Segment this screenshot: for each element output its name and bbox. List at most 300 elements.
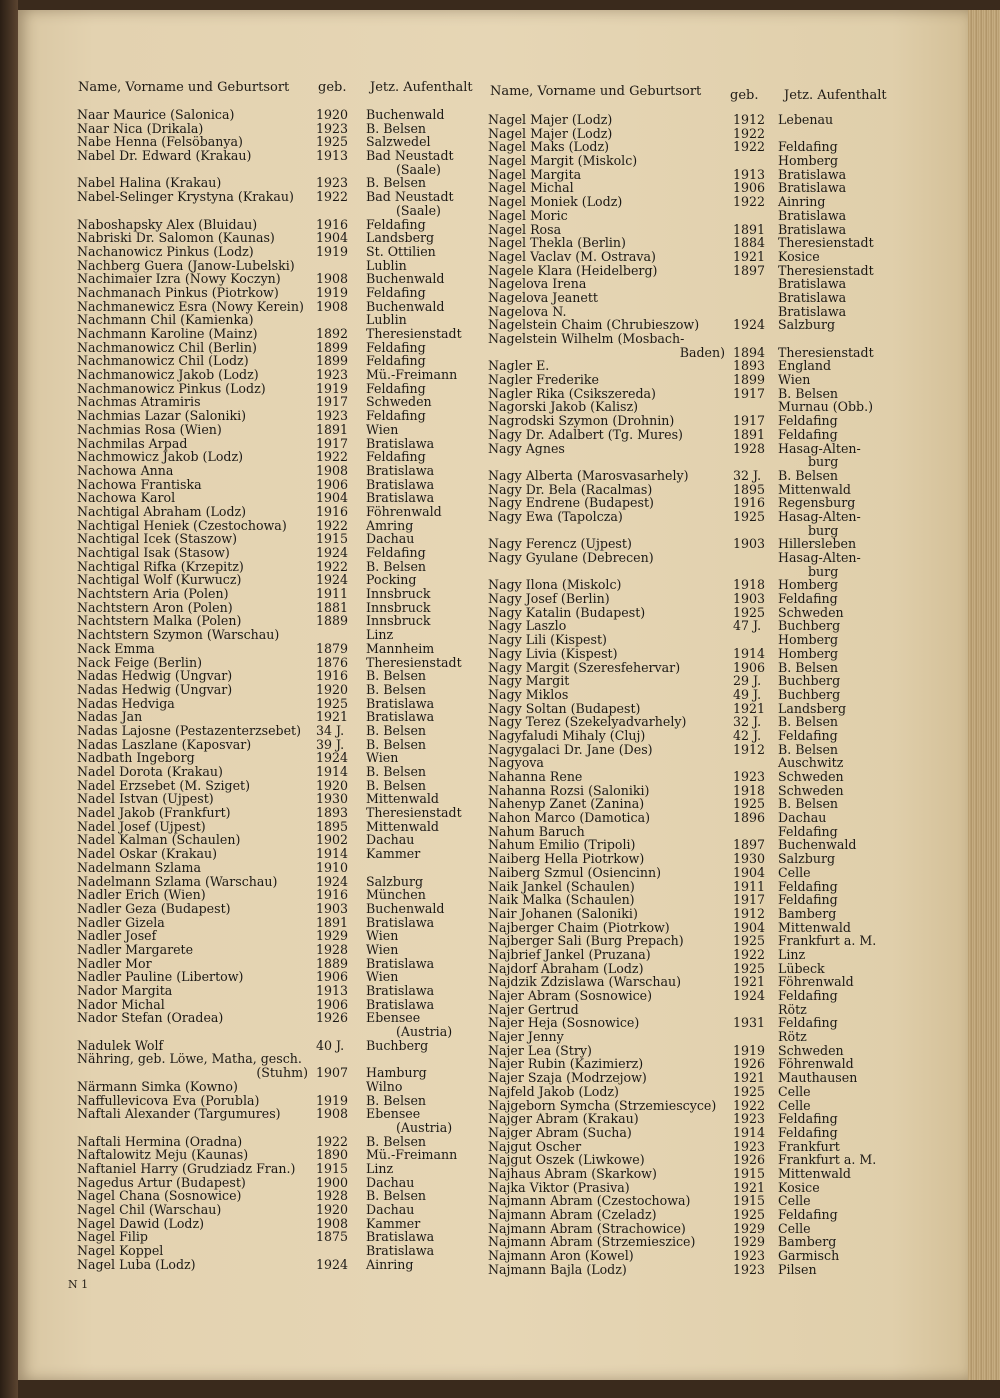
- list-item: [488, 606, 908, 620]
- person-name: Najmann Bajla (Lodz): [488, 1261, 627, 1277]
- current-residence: (Saale): [396, 161, 441, 177]
- birth-year: 1912: [733, 741, 766, 757]
- current-residence: Rötz: [778, 1001, 807, 1017]
- list-item: [77, 902, 487, 916]
- birth-year: 1910: [316, 859, 349, 875]
- list-item: [488, 236, 908, 250]
- birth-year: 47 J.: [733, 618, 762, 634]
- current-residence: Kosice: [778, 1179, 820, 1195]
- list-item: [488, 400, 908, 414]
- current-residence: Feldafing: [778, 727, 838, 743]
- current-residence: Feldafing: [778, 1015, 838, 1031]
- current-residence: Ebensee: [366, 1106, 421, 1122]
- list-item: [77, 779, 487, 793]
- current-residence: Feldafing: [778, 139, 838, 155]
- list-item: [488, 1044, 908, 1058]
- birth-year: 1922: [316, 558, 349, 574]
- person-name: Nachmanewicz Esra (Nowy Kerein): [77, 298, 304, 314]
- list-item: [488, 825, 908, 839]
- person-name: Nagel Dawid (Lodz): [77, 1215, 205, 1231]
- current-residence: Schweden: [778, 1042, 844, 1058]
- person-name: Nagy Josef (Berlin): [488, 591, 610, 607]
- current-residence: Föhrenwald: [778, 974, 854, 990]
- birth-year: 1917: [733, 385, 766, 401]
- list-item: [488, 797, 908, 811]
- current-residence: Theresienstadt: [778, 344, 874, 360]
- person-name: Nagy Margit (Szeresfehervar): [488, 659, 681, 675]
- current-residence: Föhrenwald: [366, 503, 442, 519]
- list-item: [77, 313, 487, 327]
- birth-year: 1919: [316, 284, 349, 300]
- birth-year: 32 J.: [733, 714, 762, 730]
- current-residence: burg: [808, 563, 839, 579]
- list-item: [77, 1135, 487, 1149]
- current-residence: Mittenwald: [778, 1165, 851, 1181]
- list-item: [488, 811, 908, 825]
- birth-year: 1914: [316, 764, 349, 779]
- birth-year: 1925: [733, 1207, 766, 1222]
- birth-year: 1922: [733, 125, 766, 141]
- birth-year: 1916: [733, 495, 766, 511]
- list-item: [488, 1016, 908, 1030]
- list-item: [77, 259, 487, 273]
- person-name: Nachtigal Abraham (Lodz): [77, 503, 247, 519]
- birth-year: 1923: [733, 1138, 766, 1154]
- person-name: Nagy Agnes: [488, 440, 565, 456]
- person-name: Nadulek Wolf: [77, 1037, 164, 1053]
- current-residence: Bratislawa: [366, 1243, 435, 1259]
- birth-year: 1922: [733, 1097, 766, 1113]
- birth-year: 1923: [733, 1111, 766, 1127]
- current-residence: Celle: [778, 1220, 811, 1236]
- birth-year: 1915: [316, 531, 349, 547]
- list-item: [77, 1094, 487, 1108]
- list-item: [77, 888, 487, 902]
- person-name: Nachowa Anna: [77, 462, 174, 478]
- birth-year: 1930: [316, 791, 349, 807]
- list-item: [488, 1126, 908, 1140]
- person-name: Nadel Kalman (Schaulen): [77, 832, 241, 848]
- birth-year: 1893: [733, 358, 766, 374]
- current-residence: Homberg: [778, 577, 839, 593]
- birth-year: 1913: [316, 983, 349, 998]
- current-residence: B. Belsen: [778, 385, 839, 401]
- person-name: Nadel Dorota (Krakau): [77, 764, 223, 779]
- current-residence: B. Belsen: [366, 1188, 427, 1204]
- list-item: [488, 442, 908, 456]
- person-name: Nachmowicz Jakob (Lodz): [77, 449, 244, 465]
- current-residence: Buchenwald: [366, 107, 445, 122]
- person-name: Nachmias Rosa (Wien): [77, 421, 222, 437]
- current-residence: Auschwitz: [778, 755, 844, 771]
- current-residence: Celle: [778, 1083, 811, 1099]
- current-residence: Schweden: [778, 604, 844, 620]
- list-item: [77, 1230, 487, 1244]
- person-name: Nagler E.: [488, 358, 550, 374]
- person-name: Nadler Mor: [77, 955, 152, 971]
- current-residence: (Saale): [396, 202, 441, 218]
- list-item: [488, 729, 908, 743]
- birth-year: 1919: [316, 243, 349, 259]
- current-residence: Theresienstadt: [778, 262, 874, 278]
- birth-year: 1923: [733, 769, 766, 784]
- list-item: [77, 1011, 487, 1025]
- current-residence: Mittenwald: [778, 919, 851, 935]
- birth-year: 1875: [316, 1229, 349, 1245]
- birth-year: 42 J.: [733, 727, 762, 743]
- birth-year: 1919: [316, 1092, 349, 1108]
- person-name: Nagler Frederike: [488, 372, 599, 388]
- birth-year: 1923: [316, 408, 349, 424]
- birth-year: 1915: [733, 1193, 766, 1209]
- birth-year: 1911: [733, 878, 766, 894]
- current-residence: Innsbruck: [366, 613, 431, 629]
- person-name: Naftali Hermina (Oradna): [77, 1133, 243, 1149]
- list-item: [488, 1222, 908, 1236]
- birth-year: 1892: [316, 326, 349, 341]
- list-item: [488, 661, 908, 675]
- person-name: Nagy Ewa (Tapolcza): [488, 508, 623, 524]
- current-residence: Feldafing: [366, 284, 426, 300]
- list-item: [488, 907, 908, 921]
- current-residence: Lublin: [366, 257, 407, 273]
- person-name: Najer Szaja (Modrzejow): [488, 1070, 647, 1086]
- birth-year: 1925: [733, 960, 766, 976]
- list-item: [488, 318, 908, 332]
- person-name: Nagel Majer (Lodz): [488, 112, 613, 127]
- list-item: [488, 743, 908, 757]
- person-name: Nadelmann Szlama: [77, 859, 201, 875]
- current-residence: Wien: [366, 928, 399, 944]
- list-item: [488, 469, 908, 483]
- current-residence: Lebenau: [778, 112, 834, 127]
- person-name: Nagy Margit: [488, 673, 570, 689]
- person-name: Nagy Laszlo: [488, 618, 567, 634]
- list-item: [488, 688, 908, 702]
- birth-year: 1906: [733, 180, 766, 196]
- current-residence: Bratislawa: [366, 709, 435, 725]
- list-item: [488, 880, 908, 894]
- list-item: [77, 1080, 487, 1094]
- person-name: Nagelova Jeanett: [488, 289, 598, 305]
- current-residence: Buchenwald: [366, 298, 445, 314]
- birth-year: 1926: [316, 1010, 349, 1026]
- person-name: Najer Abram (Sosnowice): [488, 988, 653, 1003]
- person-name: Nadler Margarete: [77, 941, 194, 957]
- list-item: [77, 738, 487, 752]
- birth-year: 1924: [316, 572, 349, 588]
- birth-year: 1929: [733, 1220, 766, 1236]
- person-name: Nabel Dr. Edward (Krakau): [77, 148, 252, 164]
- list-item: [488, 948, 908, 962]
- list-item: [488, 483, 908, 497]
- person-name: Naiberg Szmul (Osiencinn): [488, 864, 662, 880]
- person-name: Nack Emma: [77, 640, 155, 656]
- birth-year: 1918: [733, 782, 766, 798]
- current-residence: Linz: [366, 1160, 394, 1176]
- person-name: Najberger Sali (Burg Prepach): [488, 933, 684, 949]
- person-name: Naftalowitz Meju (Kaunas): [77, 1147, 249, 1163]
- current-residence: Feldafing: [366, 339, 426, 355]
- person-name: Nähring, geb. Löwe, Matha, gesch.: [77, 1051, 302, 1067]
- person-name: Najer Gertrud: [488, 1001, 579, 1017]
- list-item: [77, 450, 487, 464]
- current-residence: Feldafing: [366, 545, 426, 560]
- person-name: Nagel Margit (Miskolc): [488, 153, 638, 169]
- person-name: Nadas Hedviga: [77, 695, 175, 711]
- person-name: Nabel-Selinger Krystyna (Krakau): [77, 189, 294, 205]
- current-residence: Feldafing: [778, 1111, 838, 1127]
- current-residence: Homberg: [778, 645, 839, 661]
- person-name: Nador Michal: [77, 996, 165, 1012]
- person-name: Nagy Miklos: [488, 686, 569, 702]
- current-residence: B. Belsen: [366, 1133, 427, 1149]
- person-name: Najger Abram (Sucha): [488, 1124, 632, 1140]
- birth-year: 1916: [316, 216, 349, 232]
- birth-year: 1926: [733, 1056, 766, 1072]
- current-residence: Lublin: [366, 312, 407, 328]
- person-name: Nachowa Frantiska: [77, 476, 202, 492]
- list-item: [77, 861, 487, 875]
- birth-year: 1921: [733, 974, 766, 990]
- list-item: [488, 1263, 908, 1277]
- current-residence: Theresienstadt: [366, 326, 462, 341]
- list-item: [77, 642, 487, 656]
- current-residence: Celle: [778, 1097, 811, 1113]
- current-residence: Bratislawa: [366, 1229, 435, 1245]
- current-residence: Pocking: [366, 572, 417, 588]
- current-residence: B. Belsen: [778, 659, 839, 675]
- person-name: Nachmanowicz Jakob (Lodz): [77, 367, 259, 383]
- birth-year: 1881: [316, 599, 349, 615]
- current-residence: Wien: [366, 750, 399, 766]
- birth-year: 1923: [733, 1248, 766, 1264]
- person-name: Nachmann Karoline (Mainz): [77, 326, 258, 341]
- birth-year: 1923: [733, 1261, 766, 1277]
- current-residence: Wien: [366, 421, 399, 437]
- birth-year: 1912: [733, 905, 766, 921]
- current-residence: Kammer: [366, 1215, 421, 1231]
- birth-year: 1920: [316, 1202, 349, 1217]
- current-residence: Bratislawa: [366, 435, 435, 451]
- current-residence: Frankfurt a. M.: [778, 1152, 877, 1168]
- list-item: [77, 875, 487, 889]
- person-name: Nagel Chana (Sosnowice): [77, 1188, 242, 1204]
- current-residence: England: [778, 358, 832, 374]
- current-residence: B. Belsen: [366, 668, 427, 684]
- current-residence: Schweden: [778, 769, 844, 784]
- person-name: Nachmanowicz Chil (Lodz): [77, 353, 249, 369]
- birth-year: 1925: [733, 604, 766, 620]
- list-item: [488, 1112, 908, 1126]
- person-name: Nachtigal Icek (Staszow): [77, 531, 237, 547]
- current-residence: Regensburg: [778, 495, 856, 511]
- list-item: [488, 770, 908, 784]
- list-item: [488, 428, 908, 442]
- list-item: [488, 154, 908, 168]
- list-item: [77, 792, 487, 806]
- person-name: Najer Rubin (Kazimierz): [488, 1056, 644, 1072]
- current-residence: B. Belsen: [366, 558, 427, 574]
- birth-year: 1924: [316, 545, 349, 560]
- person-name: Nachtigal Isak (Stasow): [77, 545, 230, 560]
- birth-year: 1911: [316, 586, 349, 602]
- person-name: Nagy Dr. Bela (Racalmas): [488, 481, 653, 497]
- list-item: [77, 929, 487, 943]
- list-item: [488, 223, 908, 237]
- person-name: Najgeborn Symcha (Strzemiescyce): [488, 1097, 717, 1113]
- list-item: [77, 122, 487, 136]
- person-name: Nagy Lili (Kispest): [488, 632, 607, 648]
- list-item: [77, 135, 487, 149]
- person-name: Nagy Ferencz (Ujpest): [488, 536, 632, 552]
- birth-year: 1899: [733, 372, 766, 388]
- person-name: Nagedus Artur (Budapest): [77, 1174, 246, 1190]
- list-item: [77, 163, 487, 177]
- list-item: [77, 464, 487, 478]
- list-item: [488, 1085, 908, 1099]
- person-name: Nagel Margita: [488, 166, 582, 182]
- list-item: [77, 245, 487, 259]
- birth-year: 1925: [316, 134, 349, 150]
- person-name: Nachanowicz Pinkus (Lodz): [77, 243, 254, 259]
- list-item: [77, 108, 487, 122]
- list-item: [77, 998, 487, 1012]
- current-residence: Ainring: [778, 194, 826, 210]
- current-residence: Wien: [778, 372, 811, 388]
- current-residence: Murnau (Obb.): [778, 399, 874, 415]
- person-name: Nagrodski Szymon (Drohnin): [488, 413, 675, 429]
- person-name: Najmann Abram (Strzemieszice): [488, 1234, 696, 1250]
- list-item: [77, 806, 487, 820]
- list-item: [488, 1235, 908, 1249]
- current-residence: Feldafing: [778, 413, 838, 429]
- list-item: [77, 505, 487, 519]
- current-residence: Dachau: [366, 531, 415, 547]
- person-name: Nachtigal Rifka (Krzepitz): [77, 558, 244, 574]
- list-item: [488, 715, 908, 729]
- list-item: [77, 820, 487, 834]
- birth-year: 1906: [733, 659, 766, 675]
- current-residence: Feldafing: [366, 216, 426, 232]
- birth-year: 1922: [316, 449, 349, 465]
- birth-year: 1920: [316, 107, 349, 122]
- person-name: Nagorski Jakob (Kalisz): [488, 399, 639, 415]
- person-name: Nachtstern Malka (Polen): [77, 613, 242, 629]
- person-name: Nagelstein Chaim (Chrubieszow): [488, 317, 700, 333]
- current-residence: Feldafing: [366, 449, 426, 465]
- page-edges: [968, 10, 1000, 1380]
- birth-year: 1906: [316, 996, 349, 1012]
- current-residence: Buchenwald: [366, 271, 445, 287]
- person-name: Nachmanowicz Chil (Berlin): [77, 339, 257, 355]
- person-name: Naik Malka (Schaulen): [488, 892, 635, 908]
- person-name: Naik Jankel (Schaulen): [488, 878, 635, 894]
- person-name: Nagy Terez (Szekelyadvarhely): [488, 714, 687, 730]
- list-item: [488, 1194, 908, 1208]
- current-residence: Frankfurt a. M.: [778, 933, 877, 949]
- list-item: [77, 683, 487, 697]
- list-item: [77, 368, 487, 382]
- person-name: Nagy Livia (Kispest): [488, 645, 618, 661]
- list-item: [77, 697, 487, 711]
- current-residence: (Austria): [396, 1024, 453, 1040]
- person-name: Nadas Lajosne (Pestazenterzsebet): [77, 722, 302, 738]
- birth-year: 1913: [733, 166, 766, 182]
- birth-year: 1891: [316, 914, 349, 930]
- current-residence: Bratislawa: [366, 996, 435, 1012]
- person-name: Nador Margita: [77, 983, 173, 998]
- list-item: [488, 551, 908, 565]
- birth-year: 1920: [316, 777, 349, 793]
- person-name: Nagel Michal: [488, 180, 574, 196]
- birth-year: 1924: [316, 1256, 349, 1272]
- birth-year: 1919: [733, 1042, 766, 1058]
- birth-year: 1916: [316, 887, 349, 903]
- list-item: [488, 866, 908, 880]
- person-name: Nagel Maks (Lodz): [488, 139, 610, 155]
- list-item: [488, 510, 908, 524]
- person-name: Nachowa Karol: [77, 490, 176, 506]
- current-residence: Ainring: [366, 1256, 414, 1272]
- current-residence: Celle: [778, 1193, 811, 1209]
- left-column-list: [77, 108, 487, 1271]
- person-name: Nahenyp Zanet (Zanina): [488, 796, 645, 812]
- birth-year: 1894: [733, 344, 766, 360]
- list-item: [488, 127, 908, 141]
- person-name: Nachmanach Pinkus (Piotrkow): [77, 284, 279, 300]
- birth-year: 1876: [316, 654, 349, 670]
- list-item: [488, 647, 908, 661]
- list-item: [77, 1176, 487, 1190]
- birth-year: 1922: [733, 194, 766, 210]
- current-residence: B. Belsen: [366, 736, 427, 752]
- list-item: [77, 546, 487, 560]
- person-name: Nadel Istvan (Ujpest): [77, 791, 214, 807]
- person-name: Najer Lea (Stry): [488, 1042, 592, 1058]
- list-item: [488, 1181, 908, 1195]
- current-residence: Buchenwald: [778, 837, 857, 853]
- person-name: Nachtigal Heniek (Czestochowa): [77, 517, 287, 533]
- current-residence: Hasag-Alten-: [778, 508, 861, 524]
- birth-year: 29 J.: [733, 673, 762, 689]
- person-name: Najmann Abram (Czeladz): [488, 1207, 657, 1222]
- current-residence: Hasag-Alten-: [778, 440, 861, 456]
- current-residence: Kammer: [366, 846, 421, 862]
- current-residence: B. Belsen: [366, 764, 427, 779]
- birth-year: 40 J.: [316, 1037, 345, 1053]
- current-residence: Kosice: [778, 248, 820, 264]
- person-name: Nadas Jan: [77, 709, 143, 725]
- person-name: Nadler Josef: [77, 928, 157, 944]
- list-item: [488, 1249, 908, 1263]
- person-name: Nair Johanen (Saloniki): [488, 905, 638, 921]
- list-item: [488, 209, 908, 223]
- current-residence: Hasag-Alten-: [778, 550, 861, 565]
- right-column-header: [490, 84, 930, 104]
- current-residence: Feldafing: [778, 426, 838, 442]
- birth-year: 34 J.: [316, 722, 345, 738]
- birth-year: 1908: [316, 271, 349, 287]
- person-name: Nagy Endrene (Budapest): [488, 495, 654, 511]
- list-item: [488, 592, 908, 606]
- current-residence: Bad Neustadt: [366, 189, 454, 205]
- list-item: [77, 409, 487, 423]
- list-item: [488, 619, 908, 633]
- current-residence: Feldafing: [366, 408, 426, 424]
- person-name: Nadler Geza (Budapest): [77, 900, 231, 916]
- person-name: Najer Heja (Sosnowice): [488, 1015, 640, 1031]
